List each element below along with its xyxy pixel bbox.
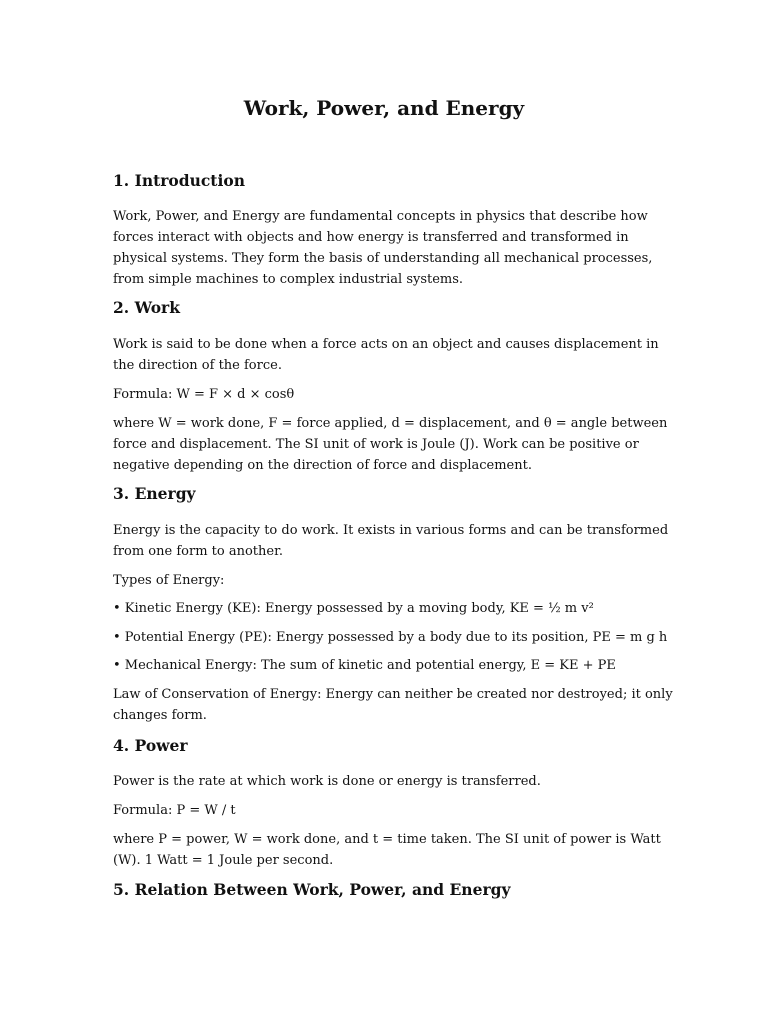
bullet-kinetic-energy: • Kinetic Energy (KE): Energy possessed by a moving body, KE = ½ m v² xyxy=(113,601,594,616)
text-line: (W). 1 Watt = 1 Joule per second. xyxy=(113,853,334,868)
text-line: Law of Conservation of Energy: Energy can neither be created nor destroyed; it only xyxy=(113,687,673,702)
text-line: force and displacement. The SI unit of work is Joule (J). Work can be positive or xyxy=(113,437,639,452)
text-line: changes form. xyxy=(113,708,207,723)
text-line: Energy is the capacity to do work. It exists in various forms and can be transformed xyxy=(113,523,669,538)
types-of-energy-label: Types of Energy: xyxy=(113,573,225,588)
power-explanation-paragraph xyxy=(113,829,661,871)
bullet-potential-energy: • Potential Energy (PE): Energy possessed by a body due to its position, PE = m g h xyxy=(113,630,668,645)
text-line: negative depending on the direction of force and displacement. xyxy=(113,458,532,473)
section-heading-energy: 3. Energy xyxy=(113,484,196,503)
section-heading-introduction: 1. Introduction xyxy=(113,171,245,190)
section-heading-work: 2. Work xyxy=(113,298,180,317)
text-line: where P = power, W = work done, and t = time taken. The SI unit of power is Watt xyxy=(113,832,661,847)
text-line: forces interact with objects and how energy is transferred and transformed in xyxy=(113,230,629,245)
power-formula: Formula: P = W / t xyxy=(113,803,236,818)
text-line: Work, Power, and Energy are fundamental concepts in physics that describe how xyxy=(113,209,648,224)
work-formula: Formula: W = F × d × cosθ xyxy=(113,387,295,402)
introduction-paragraph xyxy=(113,206,658,290)
text-line: from one form to another. xyxy=(113,544,283,559)
work-definition-paragraph xyxy=(113,334,658,376)
section-heading-power: 4. Power xyxy=(113,736,188,755)
work-explanation-paragraph xyxy=(113,413,668,476)
text-line: from simple machines to complex industrial systems. xyxy=(113,272,464,287)
energy-definition-paragraph xyxy=(113,520,669,562)
power-definition: Power is the rate at which work is done or energy is transferred. xyxy=(113,774,541,789)
conservation-law-paragraph xyxy=(113,684,673,726)
section-heading-relation: 5. Relation Between Work, Power, and Energy xyxy=(113,880,511,899)
text-line: Work is said to be done when a force acts on an object and causes displacement in xyxy=(113,337,659,352)
text-line: physical systems. They form the basis of understanding all mechanical processes, xyxy=(113,251,653,266)
text-line: the direction of the force. xyxy=(113,358,282,373)
text-line: where W = work done, F = force applied, d = displacement, and θ = angle between xyxy=(113,416,668,431)
bullet-mechanical-energy: • Mechanical Energy: The sum of kinetic and potential energy, E = KE + PE xyxy=(113,658,616,673)
document-title: Work, Power, and Energy xyxy=(243,96,525,120)
